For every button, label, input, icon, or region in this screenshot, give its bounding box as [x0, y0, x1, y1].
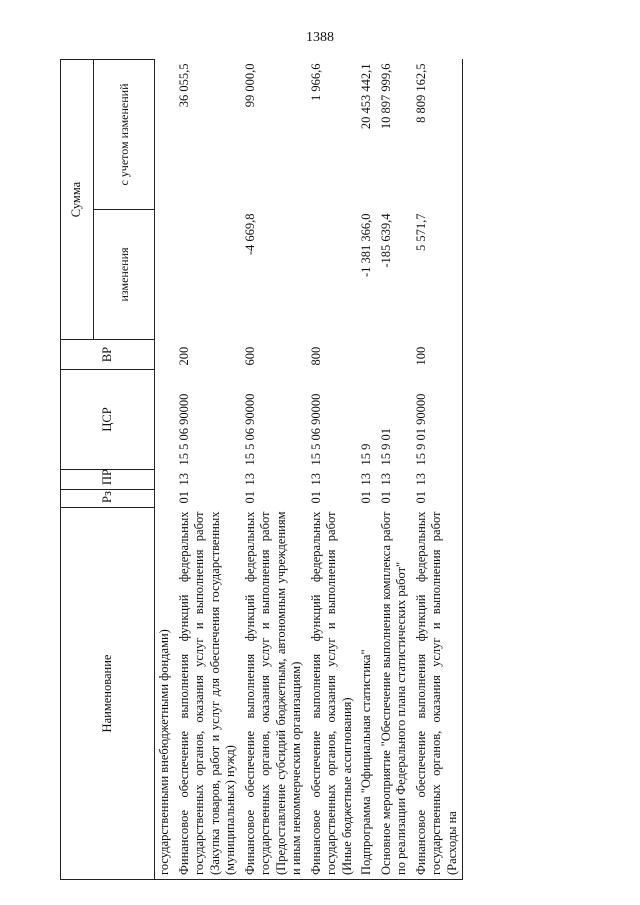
cell-name: государственными внебюджетными фондами) [155, 508, 175, 880]
cell-csr: 15 5 06 90000 [242, 393, 257, 466]
cell-changes: -185 639,4 [378, 213, 393, 268]
budget-table [60, 59, 463, 880]
table-row [241, 60, 307, 880]
table-body [155, 60, 463, 880]
cell-changes [155, 210, 175, 340]
table-row [307, 60, 358, 880]
cell-pr: 13 [242, 473, 257, 486]
header-rz: Рз [61, 490, 155, 508]
cell-total: 20 453 442,1 [359, 63, 373, 130]
cell-rz: 01 [308, 491, 323, 504]
cell-name: Подпрограмма "Официальная статистика" [357, 508, 377, 880]
cell-changes: -1 381 366,0 [359, 213, 373, 278]
cell-name: Финансовое обеспечение выполнения функций федеральных государственных органов, оказания услуг и выполнения работ (Расходы на [412, 508, 463, 880]
cell-csr [155, 370, 175, 470]
table-row [175, 60, 241, 880]
table-row [357, 60, 377, 880]
cell-name: Финансовое обеспечение выполнения функций федеральных государственных органов, оказания услуг и выполнения работ (Иные бюджетные ассигнования) [307, 508, 358, 880]
table-row [155, 60, 175, 880]
table-row [412, 60, 463, 880]
cell-csr: 15 5 06 90000 [308, 393, 323, 466]
cell-vr [357, 340, 377, 370]
cell-rz: 01 [176, 491, 191, 504]
header-vr: ВР [61, 340, 155, 370]
cell-rz: 01 [359, 491, 373, 504]
rotated-table-container [60, 60, 590, 880]
cell-changes: -4 669,8 [242, 213, 257, 256]
page-number: 1388 [306, 30, 334, 45]
cell-rz: 01 [242, 491, 257, 504]
cell-vr: 600 [242, 346, 257, 366]
header-sum: Сумма [61, 60, 94, 340]
cell-name: Финансовое обеспечение выполнения функций федеральных государственных органов, оказания услуг и выполнения работ (Предоставление субсидий бюджетным, автономным учреждениям и иным некоммерческим организациям) [241, 508, 307, 880]
cell-changes: 5 571,7 [412, 210, 463, 340]
cell-pr: 13 [378, 473, 393, 486]
cell-rz [155, 490, 175, 508]
cell-pr: 13 [359, 473, 373, 486]
table-row [377, 60, 412, 880]
cell-vr: 200 [176, 346, 191, 366]
cell-name: Основное мероприятие "Обеспечение выполнения комплекса работ по реализации Федерального плана статистических работ" [377, 508, 412, 880]
cell-vr [155, 340, 175, 370]
cell-total [155, 60, 175, 210]
cell-total: 36 055,5 [176, 63, 191, 108]
cell-rz: 01 [412, 490, 463, 508]
cell-name: Финансовое обеспечение выполнения функций федеральных государственных органов, оказания услуг и выполнения работ (Закупка товаров, работ и услуг для обеспечения государственных (муниципальных) нужд) [175, 508, 241, 880]
cell-csr: 15 9 01 [378, 428, 393, 466]
cell-rz: 01 [378, 491, 393, 504]
header-with-changes: с учетом изменений [94, 60, 155, 210]
header-changes: изменения [94, 210, 155, 340]
cell-total: 1 966,6 [308, 63, 323, 101]
cell-csr: 15 9 [359, 443, 373, 466]
cell-vr: 800 [308, 346, 323, 366]
header-pr: ПР [61, 470, 155, 490]
cell-changes [175, 210, 241, 340]
cell-total: 8 809 162,5 [412, 60, 463, 210]
cell-pr: 13 [176, 473, 191, 486]
cell-vr: 100 [412, 340, 463, 370]
cell-total: 99 000,0 [242, 63, 257, 108]
cell-pr: 13 [412, 470, 463, 490]
header-csr: ЦСР [61, 370, 155, 470]
cell-vr [377, 340, 412, 370]
cell-changes [307, 210, 358, 340]
cell-csr: 15 5 06 90000 [176, 393, 191, 466]
cell-total: 10 897 999,6 [378, 63, 393, 130]
header-name: Наименование [61, 508, 155, 880]
cell-pr [155, 470, 175, 490]
cell-csr: 15 9 01 90000 [412, 370, 463, 470]
cell-pr: 13 [308, 473, 323, 486]
